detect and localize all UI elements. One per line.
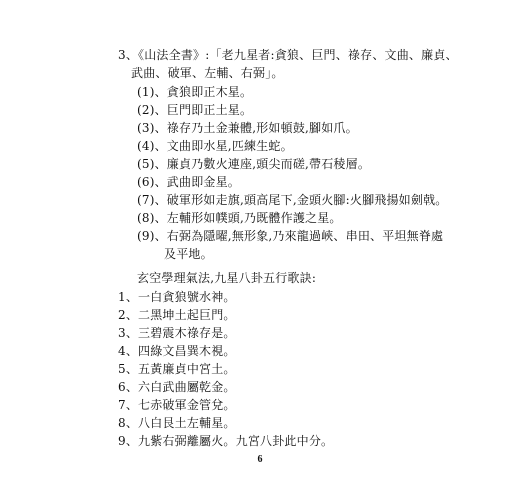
- sub-item-8: (8)、左輔形如幞頭,乃既體作護之星。: [137, 211, 342, 225]
- verse-1: 1、一白貪狼號水神。: [118, 290, 236, 304]
- page-number: 6: [257, 454, 263, 465]
- verse-7: 7、七赤破軍金管兌。: [118, 398, 236, 412]
- verse-6: 6、六白武曲屬乾金。: [118, 380, 236, 394]
- verse-5: 5、五黃廉貞中宮土。: [118, 362, 236, 376]
- sub-item-7: (7)、破軍形如走旗,頭高尾下,金頭火腳:火腳飛揚如劍戟。: [137, 193, 448, 207]
- verse-2: 2、二黑坤土起巨門。: [118, 308, 236, 322]
- verse-9: 9、九紫右弼離屬火。九宮八卦此中分。: [118, 434, 334, 448]
- item3-line1: 3、《山法全書》:「老九星者:貪狼、巨門、祿存、文曲、廉貞、: [118, 48, 458, 62]
- sub-item-3: (3)、祿存乃土金兼體,形如頓鼓,腳如爪。: [137, 121, 358, 135]
- sub-item-6: (6)、武曲即金星。: [137, 175, 240, 189]
- verse-8: 8、八白艮土左輔星。: [118, 416, 236, 430]
- sub-item-5: (5)、廉貞乃數火連座,頭尖而磋,帶石稜層。: [137, 157, 371, 171]
- sub-item-2: (2)、巨門即正土星。: [137, 103, 253, 117]
- sub-item-1: (1)、貪狼即正木星。: [137, 85, 253, 99]
- section-heading: 玄空學理氣法,九星八卦五行歌訣:: [137, 271, 317, 285]
- sub-item-9: (9)、右弼為隱曜,無形象,乃來龍過峽、串田、平坦無脊處: [137, 229, 444, 243]
- sub-item-9-continuation: 及平地。: [164, 247, 213, 261]
- sub-item-4: (4)、文曲即水星,匹練生蛇。: [137, 139, 293, 153]
- item3-line2: 武曲、破軍、左輔、右弼」。: [131, 66, 284, 80]
- verse-4: 4、四綠文昌巽木視。: [118, 344, 236, 358]
- verse-3: 3、三碧震木祿存是。: [118, 326, 236, 340]
